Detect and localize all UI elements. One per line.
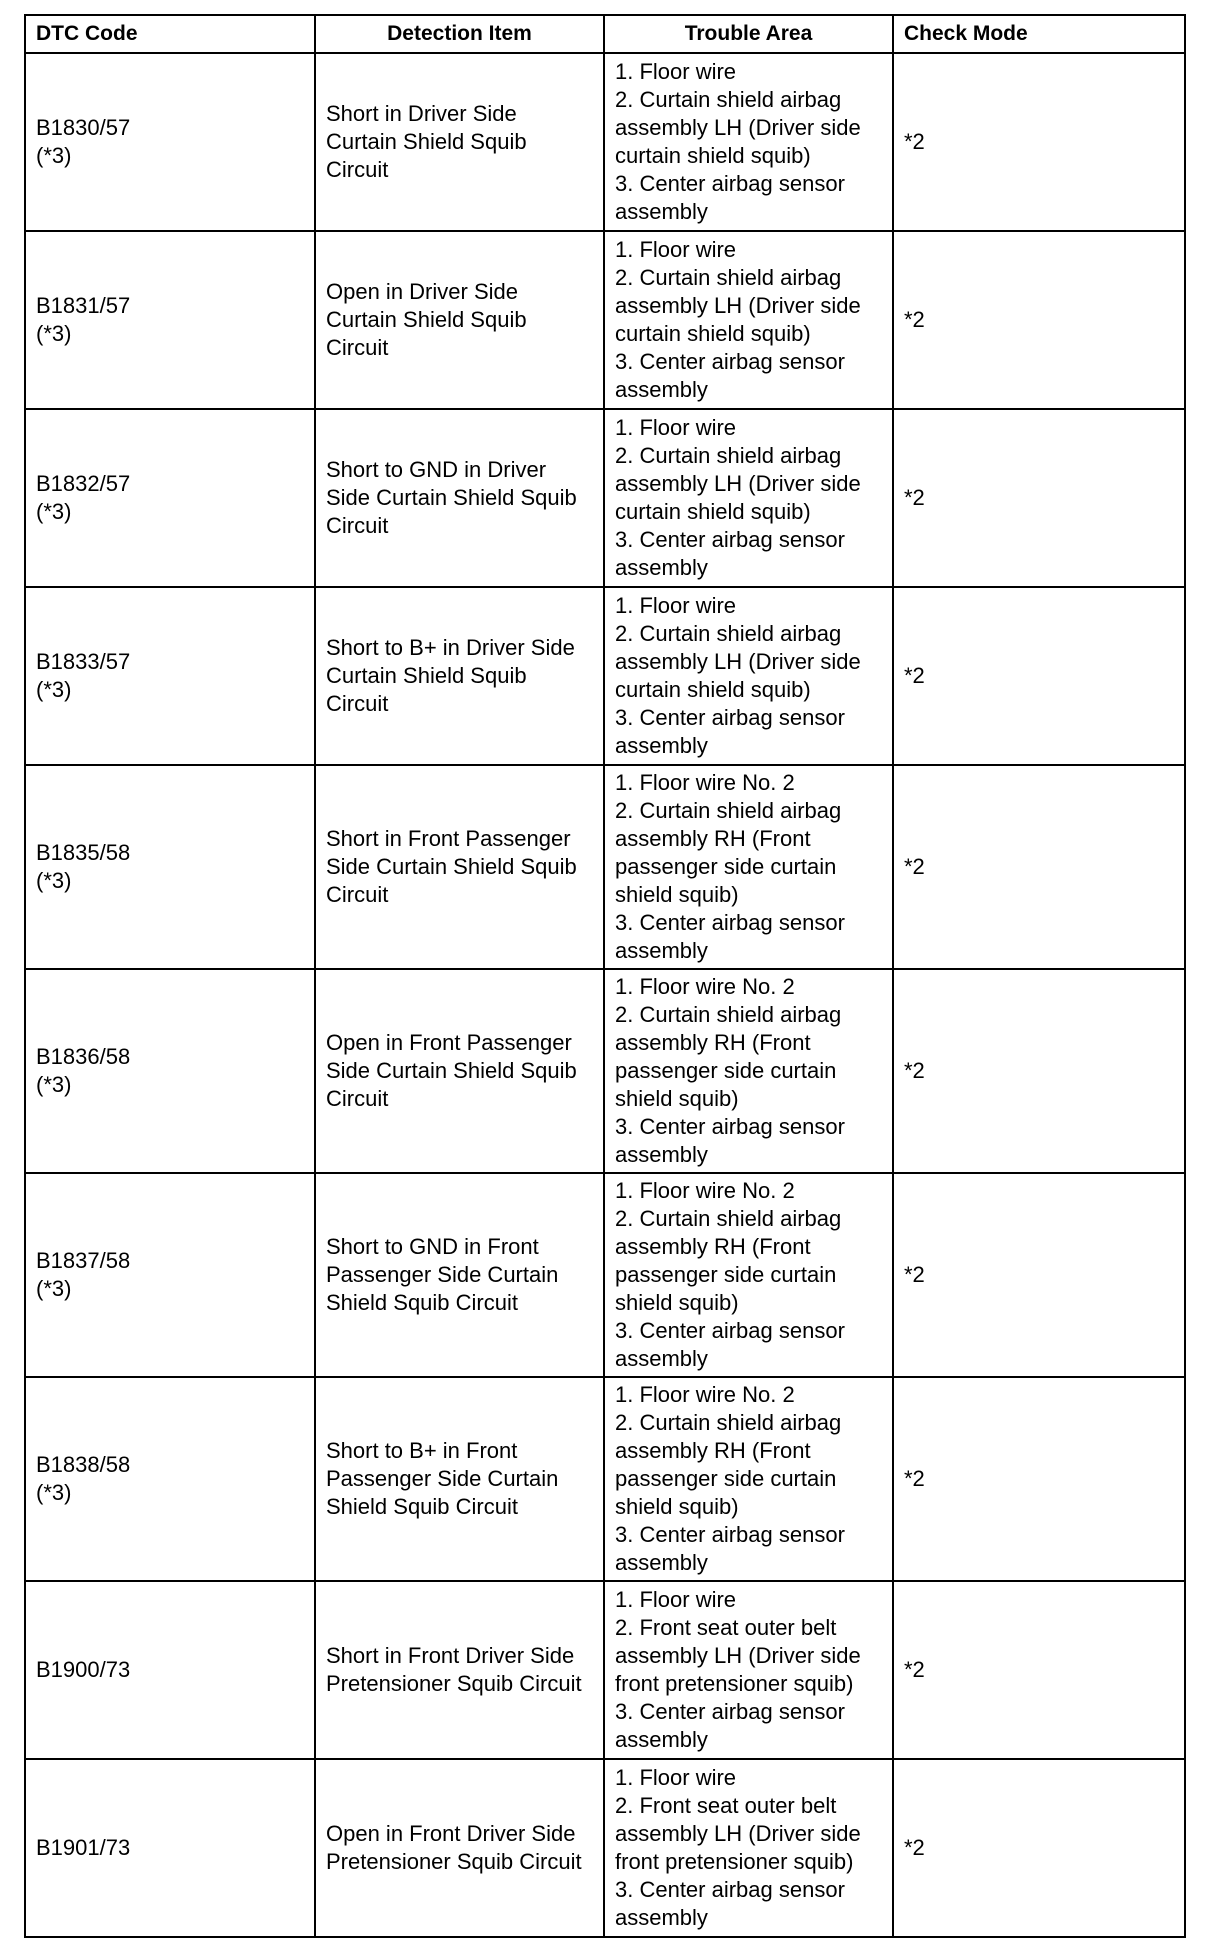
trouble-area-cell-line: shield squib) xyxy=(615,1494,739,1519)
check-mode-cell-value: *2 xyxy=(904,1058,925,1083)
detection-item-cell-line: Curtain Shield Squib xyxy=(326,663,527,688)
trouble-area-cell-line: 1. Floor wire xyxy=(615,1765,737,1790)
check-mode-cell xyxy=(893,409,1185,587)
detection-item-cell xyxy=(315,1581,604,1759)
dtc-code-cell-line: B1837/58 xyxy=(36,1248,131,1273)
trouble-area-cell-line: assembly LH (Driver side xyxy=(615,1821,861,1846)
detection-item-cell-line: Circuit xyxy=(326,513,389,538)
table-row xyxy=(25,587,1185,765)
check-mode-cell-value: *2 xyxy=(904,1262,925,1287)
detection-item-cell-line: Short to B+ in Driver Side xyxy=(326,635,575,660)
dtc-table xyxy=(24,14,1186,1938)
check-mode-cell-value: *2 xyxy=(904,854,925,879)
trouble-area-cell-line: assembly xyxy=(615,555,708,580)
detection-item-cell-line: Curtain Shield Squib xyxy=(326,307,527,332)
detection-item-cell-line: Curtain Shield Squib xyxy=(326,129,527,154)
trouble-area-cell-line: 3. Center airbag sensor xyxy=(615,1114,845,1139)
trouble-area-cell-line: 3. Center airbag sensor xyxy=(615,1522,845,1547)
trouble-area-cell-line: curtain shield squib) xyxy=(615,321,811,346)
detection-item-cell-line: Pretensioner Squib Circuit xyxy=(326,1849,582,1874)
trouble-area-cell-line: 2. Curtain shield airbag xyxy=(615,1206,842,1231)
trouble-area-cell xyxy=(604,1377,893,1581)
table-body xyxy=(25,53,1185,1937)
dtc-code-cell xyxy=(25,1173,315,1377)
trouble-area-cell-line: assembly xyxy=(615,377,708,402)
trouble-area-cell-line: curtain shield squib) xyxy=(615,143,811,168)
detection-item-cell-line: Short in Front Driver Side xyxy=(326,1643,575,1668)
check-mode-cell xyxy=(893,1581,1185,1759)
detection-item-cell-line: Open in Driver Side xyxy=(326,279,518,304)
trouble-area-cell xyxy=(604,765,893,969)
detection-item-cell-line: Shield Squib Circuit xyxy=(326,1290,518,1315)
table-row xyxy=(25,1173,1185,1377)
trouble-area-cell-line: 2. Front seat outer belt xyxy=(615,1793,837,1818)
trouble-area-cell-line: assembly xyxy=(615,1550,708,1575)
trouble-area-cell-line: passenger side curtain xyxy=(615,854,837,879)
dtc-code-cell xyxy=(25,969,315,1173)
dtc-code-cell-line: B1901/73 xyxy=(36,1835,131,1860)
header-detection-item: Detection Item xyxy=(315,15,604,53)
trouble-area-cell-line: 3. Center airbag sensor xyxy=(615,1877,845,1902)
check-mode-cell xyxy=(893,1759,1185,1937)
trouble-area-cell-line: 1. Floor wire xyxy=(615,593,737,618)
trouble-area-cell-line: 1. Floor wire No. 2 xyxy=(615,1178,795,1203)
trouble-area-cell xyxy=(604,1581,893,1759)
detection-item-cell-line: Shield Squib Circuit xyxy=(326,1494,518,1519)
trouble-area-cell-line: 2. Curtain shield airbag xyxy=(615,1410,842,1435)
table-row xyxy=(25,1581,1185,1759)
detection-item-cell-line: Short to B+ in Front xyxy=(326,1438,518,1463)
dtc-code-cell-line: (*3) xyxy=(36,868,72,893)
check-mode-cell-value: *2 xyxy=(904,307,925,332)
check-mode-cell xyxy=(893,53,1185,231)
table-row xyxy=(25,1377,1185,1581)
trouble-area-cell-line: 1. Floor wire No. 2 xyxy=(615,1382,795,1407)
detection-item-cell-line: Passenger Side Curtain xyxy=(326,1262,559,1287)
trouble-area-cell-line: shield squib) xyxy=(615,882,739,907)
trouble-area-cell-line: assembly xyxy=(615,1346,708,1371)
table-row xyxy=(25,231,1185,409)
trouble-area-cell-line: assembly xyxy=(615,199,708,224)
trouble-area-cell-line: 1. Floor wire No. 2 xyxy=(615,770,795,795)
detection-item-cell xyxy=(315,409,604,587)
trouble-area-cell-line: assembly LH (Driver side xyxy=(615,115,861,140)
trouble-area-cell-line: 1. Floor wire xyxy=(615,237,737,262)
detection-item-cell xyxy=(315,969,604,1173)
trouble-area-cell-line: assembly RH (Front xyxy=(615,1234,811,1259)
dtc-code-cell-line: (*3) xyxy=(36,499,72,524)
trouble-area-cell-line: assembly xyxy=(615,1905,708,1930)
dtc-code-cell-line: B1838/58 xyxy=(36,1452,131,1477)
dtc-code-cell-line: (*3) xyxy=(36,677,72,702)
detection-item-cell-line: Short to GND in Front xyxy=(326,1234,539,1259)
trouble-area-cell-line: 3. Center airbag sensor xyxy=(615,910,845,935)
dtc-code-cell xyxy=(25,231,315,409)
check-mode-cell-value: *2 xyxy=(904,485,925,510)
trouble-area-cell-line: passenger side curtain xyxy=(615,1262,837,1287)
trouble-area-cell-line: 1. Floor wire No. 2 xyxy=(615,974,795,999)
detection-item-cell-line: Open in Front Passenger xyxy=(326,1030,572,1055)
header-dtc-code: DTC Code xyxy=(25,15,315,53)
dtc-code-cell-line: B1833/57 xyxy=(36,649,131,674)
detection-item-cell-line: Open in Front Driver Side xyxy=(326,1821,576,1846)
trouble-area-cell-line: 3. Center airbag sensor xyxy=(615,527,845,552)
detection-item-cell-line: Circuit xyxy=(326,1086,389,1111)
detection-item-cell xyxy=(315,1377,604,1581)
dtc-code-cell xyxy=(25,53,315,231)
check-mode-cell xyxy=(893,1173,1185,1377)
trouble-area-cell-line: 2. Curtain shield airbag xyxy=(615,87,842,112)
check-mode-cell-value: *2 xyxy=(904,663,925,688)
dtc-code-cell-line: B1900/73 xyxy=(36,1657,131,1682)
trouble-area-cell-line: 3. Center airbag sensor xyxy=(615,171,845,196)
trouble-area-cell-line: 2. Curtain shield airbag xyxy=(615,1002,842,1027)
header-trouble-area: Trouble Area xyxy=(604,15,893,53)
trouble-area-cell-line: 1. Floor wire xyxy=(615,59,737,84)
detection-item-cell-line: Passenger Side Curtain xyxy=(326,1466,559,1491)
dtc-code-cell xyxy=(25,1377,315,1581)
detection-item-cell-line: Side Curtain Shield Squib xyxy=(326,485,577,510)
trouble-area-cell xyxy=(604,409,893,587)
detection-item-cell-line: Pretensioner Squib Circuit xyxy=(326,1671,582,1696)
trouble-area-cell-line: assembly xyxy=(615,938,708,963)
trouble-area-cell-line: 2. Front seat outer belt xyxy=(615,1615,837,1640)
detection-item-cell-line: Short in Front Passenger xyxy=(326,826,571,851)
trouble-area-cell xyxy=(604,1759,893,1937)
dtc-code-cell xyxy=(25,1759,315,1937)
dtc-code-cell-line: (*3) xyxy=(36,1480,72,1505)
trouble-area-cell-line: curtain shield squib) xyxy=(615,499,811,524)
trouble-area-cell-line: 3. Center airbag sensor xyxy=(615,705,845,730)
dtc-code-cell-line: B1832/57 xyxy=(36,471,131,496)
trouble-area-cell-line: assembly xyxy=(615,1142,708,1167)
trouble-area-cell-line: passenger side curtain xyxy=(615,1058,837,1083)
trouble-area-cell-line: passenger side curtain xyxy=(615,1466,837,1491)
check-mode-cell-value: *2 xyxy=(904,1657,925,1682)
detection-item-cell xyxy=(315,231,604,409)
dtc-code-cell-line: B1836/58 xyxy=(36,1044,131,1069)
detection-item-cell-line: Circuit xyxy=(326,157,389,182)
trouble-area-cell xyxy=(604,1173,893,1377)
check-mode-cell xyxy=(893,765,1185,969)
detection-item-cell-line: Side Curtain Shield Squib xyxy=(326,854,577,879)
check-mode-cell-value: *2 xyxy=(904,1835,925,1860)
trouble-area-cell xyxy=(604,53,893,231)
table-row xyxy=(25,1759,1185,1937)
trouble-area-cell-line: assembly xyxy=(615,733,708,758)
detection-item-cell xyxy=(315,765,604,969)
trouble-area-cell-line: front pretensioner squib) xyxy=(615,1849,854,1874)
trouble-area-cell-line: 1. Floor wire xyxy=(615,415,737,440)
trouble-area-cell-line: assembly RH (Front xyxy=(615,1030,811,1055)
trouble-area-cell xyxy=(604,587,893,765)
trouble-area-cell-line: 3. Center airbag sensor xyxy=(615,1318,845,1343)
detection-item-cell-line: Short in Driver Side xyxy=(326,101,517,126)
check-mode-cell xyxy=(893,1377,1185,1581)
check-mode-cell xyxy=(893,231,1185,409)
detection-item-cell-line: Side Curtain Shield Squib xyxy=(326,1058,577,1083)
trouble-area-cell-line: 3. Center airbag sensor xyxy=(615,349,845,374)
document-page xyxy=(24,14,1184,1938)
trouble-area-cell-line: 2. Curtain shield airbag xyxy=(615,798,842,823)
trouble-area-cell-line: shield squib) xyxy=(615,1290,739,1315)
check-mode-cell xyxy=(893,587,1185,765)
trouble-area-cell-line: assembly LH (Driver side xyxy=(615,471,861,496)
trouble-area-cell xyxy=(604,231,893,409)
trouble-area-cell xyxy=(604,969,893,1173)
dtc-code-cell-line: B1831/57 xyxy=(36,293,131,318)
dtc-code-cell-line: (*3) xyxy=(36,143,72,168)
table-row xyxy=(25,53,1185,231)
dtc-code-cell xyxy=(25,1581,315,1759)
dtc-code-cell-line: (*3) xyxy=(36,1072,72,1097)
detection-item-cell-line: Circuit xyxy=(326,882,389,907)
dtc-code-cell-line: B1830/57 xyxy=(36,115,131,140)
trouble-area-cell-line: assembly xyxy=(615,1727,708,1752)
trouble-area-cell-line: curtain shield squib) xyxy=(615,677,811,702)
check-mode-cell-value: *2 xyxy=(904,129,925,154)
dtc-code-cell xyxy=(25,409,315,587)
trouble-area-cell-line: 2. Curtain shield airbag xyxy=(615,621,842,646)
table-header-row xyxy=(25,15,1185,53)
trouble-area-cell-line: 1. Floor wire xyxy=(615,1587,737,1612)
trouble-area-cell-line: assembly LH (Driver side xyxy=(615,1643,861,1668)
trouble-area-cell-line: assembly LH (Driver side xyxy=(615,649,861,674)
trouble-area-cell-line: assembly LH (Driver side xyxy=(615,293,861,318)
detection-item-cell-line: Short to GND in Driver xyxy=(326,457,547,482)
trouble-area-cell-line: 3. Center airbag sensor xyxy=(615,1699,845,1724)
detection-item-cell xyxy=(315,53,604,231)
header-check-mode: Check Mode xyxy=(893,15,1185,53)
table-row xyxy=(25,969,1185,1173)
table-row xyxy=(25,765,1185,969)
dtc-code-cell-line: B1835/58 xyxy=(36,840,131,865)
trouble-area-cell-line: 2. Curtain shield airbag xyxy=(615,443,842,468)
detection-item-cell-line: Circuit xyxy=(326,335,389,360)
dtc-code-cell xyxy=(25,765,315,969)
trouble-area-cell-line: 2. Curtain shield airbag xyxy=(615,265,842,290)
detection-item-cell-line: Circuit xyxy=(326,691,389,716)
check-mode-cell-value: *2 xyxy=(904,1466,925,1491)
check-mode-cell xyxy=(893,969,1185,1173)
detection-item-cell xyxy=(315,587,604,765)
table-row xyxy=(25,409,1185,587)
dtc-code-cell-line: (*3) xyxy=(36,321,72,346)
dtc-code-cell-line: (*3) xyxy=(36,1276,72,1301)
dtc-code-cell xyxy=(25,587,315,765)
detection-item-cell xyxy=(315,1173,604,1377)
trouble-area-cell-line: shield squib) xyxy=(615,1086,739,1111)
trouble-area-cell-line: assembly RH (Front xyxy=(615,1438,811,1463)
trouble-area-cell-line: front pretensioner squib) xyxy=(615,1671,854,1696)
detection-item-cell xyxy=(315,1759,604,1937)
trouble-area-cell-line: assembly RH (Front xyxy=(615,826,811,851)
